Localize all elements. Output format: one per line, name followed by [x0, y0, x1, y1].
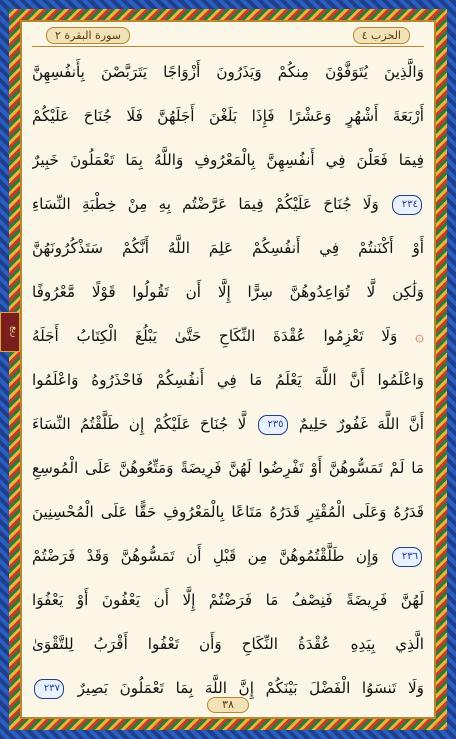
- ayah-number-marker: ٢٣٦: [392, 547, 422, 567]
- line-text: وَالَّذِينَ يُتَوَفَّوْنَ مِنكُمْ وَيَذَرُونَ أَزْوَاجًا يَتَرَبَّصْنَ بِأَنفُسِهِنَّ: [32, 63, 424, 81]
- line-text: لَهُنَّ فَرِيضَةً فَنِصْفُ مَا فَرَضْتُمْ إِلَّا أَن يَعْفُونَ أَوْ يَعْفُوَا: [32, 591, 424, 609]
- quran-line: [32, 50, 424, 94]
- surah-label: سورة البقرة ٢: [46, 27, 130, 44]
- mushaf-page: [20, 20, 436, 719]
- page-footer: [22, 697, 434, 713]
- line-text: فِيمَا فَعَلْنَ فِي أَنفُسِهِنَّ بِالْمَعْرُوفِ وَاللَّهُ بِمَا تَعْمَلُونَ خَبِيرٌ: [32, 151, 424, 169]
- quran-line: [32, 446, 424, 490]
- line-text: وَإِن طَلَّقْتُمُوهُنَّ مِن قَبْلِ أَن تَمَسُّوهُنَّ وَقَدْ فَرَضْتُمْ: [32, 547, 379, 565]
- ayah-number-marker: ٢٣٥: [258, 415, 288, 435]
- line-text: أَوْ أَكْنَنتُمْ فِي أَنفُسِكُمْ عَلِمَ اللَّهُ أَنَّكُمْ سَتَذْكُرُونَهُنَّ: [32, 239, 424, 257]
- page-header: [46, 26, 410, 44]
- quran-line: [32, 534, 424, 578]
- juz-label: الحزب ٤: [353, 27, 410, 44]
- quran-line: [32, 138, 424, 182]
- quran-line: [32, 578, 424, 622]
- line-text: لَّا جُنَاحَ عَلَيْكُمْ إِن طَلَّقْتُمُ النِّسَاءَ: [32, 415, 247, 433]
- rub-marker: ربع: [0, 312, 20, 352]
- quran-line: [32, 358, 424, 402]
- ayah-number-marker: ٢٣٤: [392, 195, 422, 215]
- line-text: وَاعْلَمُوا أَنَّ اللَّهَ يَعْلَمُ مَا فِي أَنفُسِكُمْ فَاحْذَرُوهُ وَاعْلَمُوا: [32, 371, 424, 389]
- quran-line: [32, 622, 424, 666]
- ayah-number-marker: ٢٣٧: [34, 679, 64, 699]
- line-text: وَلَا تَعْزِمُوا عُقْدَةَ النِّكَاحِ حَتَّىٰ يَبْلُغَ الْكِتَابُ أَجَلَهُ: [32, 327, 398, 345]
- line-text: أَنَّ اللَّهَ غَفُورٌ حَلِيمٌ: [298, 415, 424, 433]
- line-text: مَا لَمْ تَمَسُّوهُنَّ أَوْ تَفْرِضُوا لَهُنَّ فَرِيضَةً وَمَتِّعُوهُنَّ عَلَى الْمُوسِعِ: [32, 459, 424, 477]
- text-lines: [32, 50, 424, 710]
- line-text: وَلَا جُنَاحَ عَلَيْكُمْ فِيمَا عَرَّضْتُم بِهِ مِنْ خِطْبَةِ النِّسَاءِ: [32, 195, 379, 213]
- quran-line: [32, 490, 424, 534]
- line-text: وَلَٰكِن لَّا تُوَاعِدُوهُنَّ سِرًّا إِلَّا أَن تَقُولُوا قَوْلًا مَّعْرُوفًا: [32, 283, 424, 301]
- page-number: ٣٨: [207, 697, 249, 713]
- quran-line: [32, 270, 424, 314]
- line-text: وَلَا تَنسَوُا الْفَضْلَ بَيْنَكُمْ إِنَّ اللَّهَ بِمَا تَعْمَلُونَ بَصِيرٌ: [77, 679, 424, 697]
- quran-line: [32, 226, 424, 270]
- quran-line: [32, 314, 424, 358]
- quran-line: [32, 182, 424, 226]
- rub-symbol: ۞: [415, 327, 424, 345]
- quran-line: [32, 402, 424, 446]
- line-text: قَدَرُهُ وَعَلَى الْمُقْتِرِ قَدَرُهُ مَتَاعًا بِالْمَعْرُوفِ حَقًّا عَلَى الْمُحْسِنِينَ: [32, 503, 424, 521]
- quran-line: [32, 94, 424, 138]
- line-text: الَّذِي بِيَدِهِ عُقْدَةُ النِّكَاحِ وَأَن تَعْفُوا أَقْرَبُ لِلتَّقْوَىٰ: [32, 635, 424, 653]
- line-text: أَرْبَعَةَ أَشْهُرٍ وَعَشْرًا فَإِذَا بَلَغْنَ أَجَلَهُنَّ فَلَا جُنَاحَ عَلَيْكُمْ: [32, 107, 424, 125]
- header-divider: [32, 46, 424, 47]
